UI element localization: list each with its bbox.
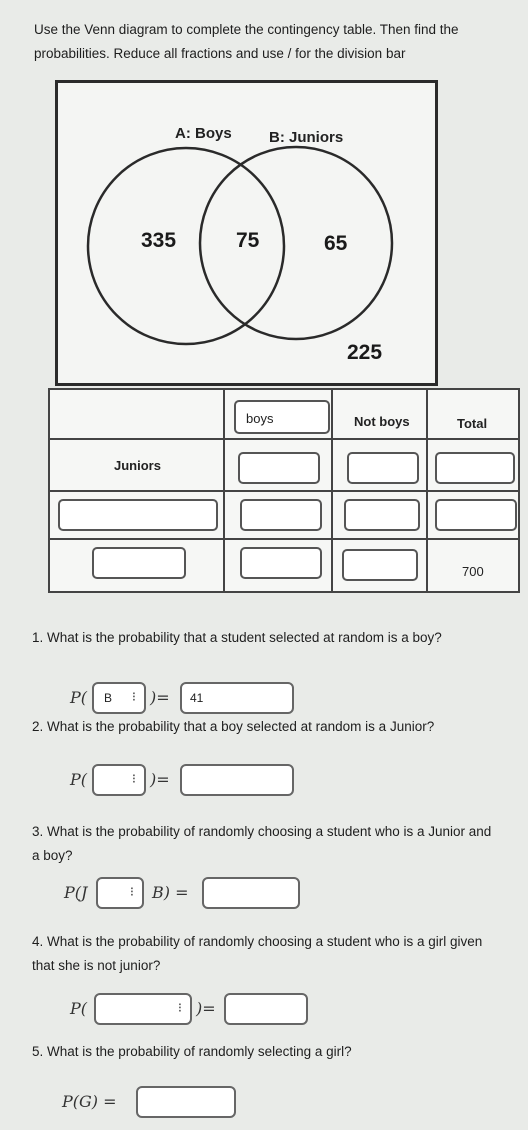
row-label-input-3[interactable] [92, 547, 186, 579]
q4-answer-input[interactable] [224, 993, 308, 1025]
select-arrow-icon: ⁝ [131, 689, 136, 704]
cell-juniors-total[interactable] [435, 452, 515, 484]
question-5: 5. What is the probability of randomly selecting a girl? [32, 1044, 352, 1059]
q2-event-select[interactable] [92, 764, 146, 796]
venn-diagram [55, 80, 438, 386]
q1-answer-input[interactable] [180, 682, 294, 714]
header-not-boys: Not boys [354, 414, 410, 429]
count-only-boys: 335 [141, 229, 177, 252]
q3-answer-input[interactable] [202, 877, 300, 909]
row-label-input-2[interactable] [58, 499, 218, 531]
select-arrow-icon: ⁝ [129, 884, 134, 899]
cell-juniors-not-boys[interactable] [347, 452, 419, 484]
q1-event-value: B [104, 691, 113, 705]
header-total: Total [457, 416, 488, 431]
count-only-juniors: 65 [324, 232, 348, 255]
q2-suffix: )= [150, 770, 170, 789]
row-label-juniors: Juniors [114, 458, 161, 473]
cell-juniors-boys[interactable] [238, 452, 320, 484]
q1-suffix: )= [150, 688, 170, 707]
cell-row3-boys[interactable] [240, 547, 322, 579]
cell-grand-total: 700 [462, 564, 484, 579]
circle-b [200, 147, 392, 339]
question-1: 1. What is the probability that a student selected at random is a boy? [32, 630, 442, 645]
label-boys: A: Boys [175, 125, 232, 142]
question-2: 2. What is the probability that a boy selected at random is a Junior? [32, 719, 435, 734]
cell-row2-total[interactable] [435, 499, 517, 531]
question-4: 4. What is the probability of randomly choosing a student who is a girl given that she is not junior? [32, 934, 483, 973]
count-neither: 225 [347, 341, 383, 364]
q2-prefix: P( [70, 770, 88, 789]
q2-answer-input[interactable] [180, 764, 294, 796]
q4-suffix: )= [196, 999, 216, 1018]
header-boys: boys [246, 411, 274, 426]
cell-row2-boys[interactable] [240, 499, 322, 531]
select-arrow-icon: ⁝ [177, 1000, 182, 1015]
q1-prefix: P( [70, 688, 88, 707]
label-juniors: B: Juniors [269, 129, 344, 146]
count-boys-and-juniors: 75 [236, 229, 260, 252]
question-3: 3. What is the probability of randomly choosing a student who is a Junior and a boy? [32, 824, 492, 863]
q3-suffix: B) = [152, 883, 189, 902]
q5-answer-input[interactable] [136, 1086, 236, 1118]
q4-event-select[interactable] [94, 993, 192, 1025]
q4-prefix: P( [70, 999, 88, 1018]
q5-prefix: P(G) = [62, 1092, 117, 1111]
q3-operator-select[interactable] [96, 877, 144, 909]
contingency-table [48, 388, 520, 593]
cell-row2-not-boys[interactable] [344, 499, 420, 531]
q1-answer-value: 41 [190, 691, 204, 705]
q3-prefix: P(J [64, 883, 88, 902]
cell-row3-not-boys[interactable] [342, 549, 418, 581]
instructions: Use the Venn diagram to complete the contingency table. Then find the probabilities. Reduce all fractions and use / for the division bar [34, 22, 459, 61]
select-arrow-icon: ⁝ [131, 771, 136, 786]
q1-event-select[interactable] [92, 682, 146, 714]
